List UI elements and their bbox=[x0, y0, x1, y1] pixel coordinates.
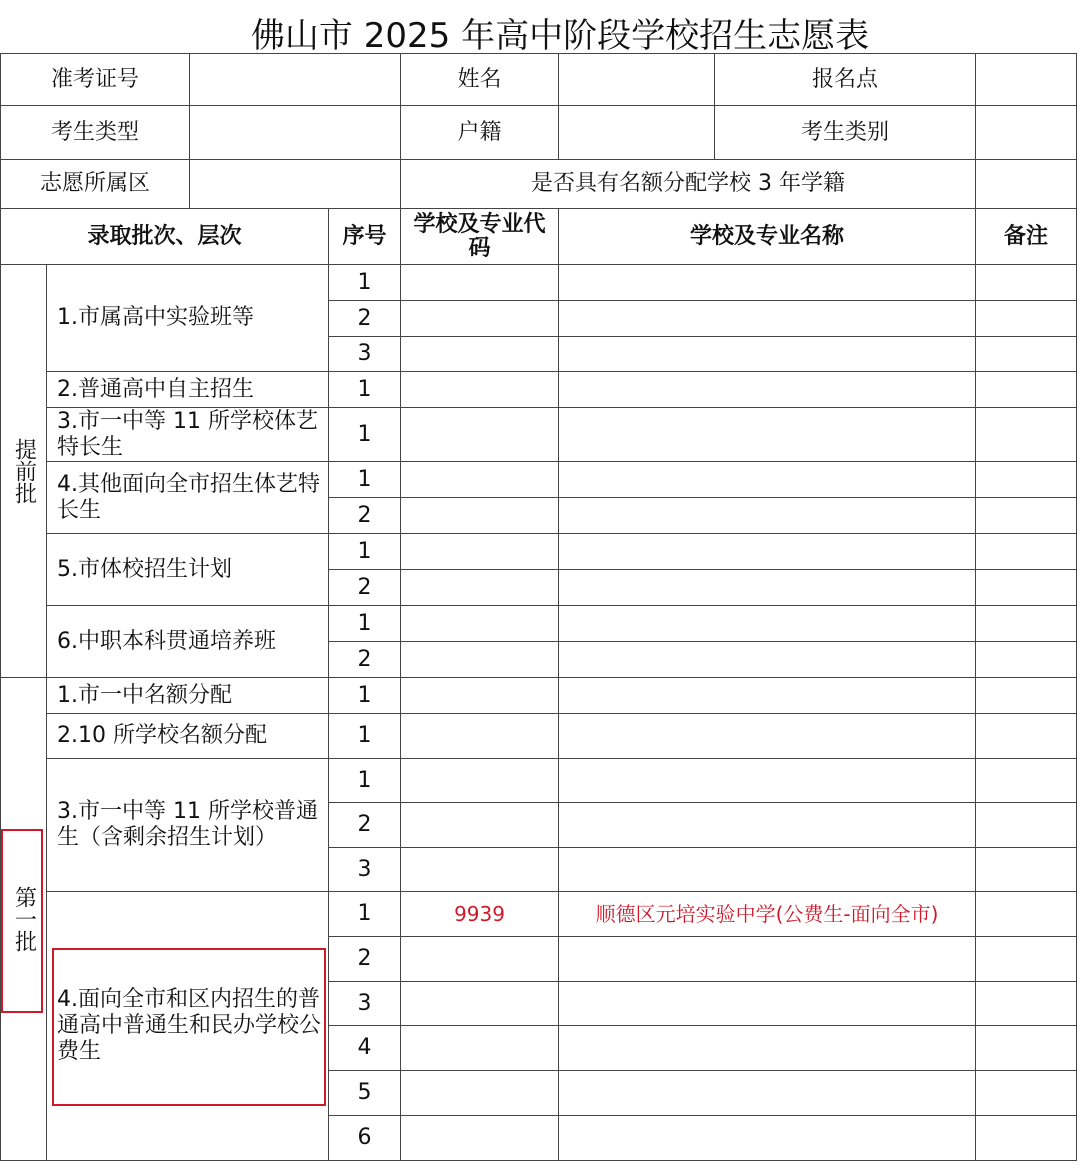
school-code-field[interactable] bbox=[401, 265, 559, 301]
seq-number: 5 bbox=[329, 1071, 401, 1116]
school-code-field[interactable] bbox=[401, 1026, 559, 1071]
level-label: 3.市一中等 11 所学校普通生（含剩余招生计划） bbox=[47, 759, 329, 892]
school-name-field[interactable] bbox=[559, 606, 976, 642]
seq-number: 1 bbox=[329, 678, 401, 714]
level-label: 6.中职本科贯通培养班 bbox=[47, 606, 329, 678]
preference-table bbox=[0, 208, 1077, 1161]
seq-number: 2 bbox=[329, 642, 401, 678]
quota-question-field[interactable] bbox=[976, 160, 1077, 209]
school-code-field[interactable] bbox=[401, 937, 559, 982]
remark-field[interactable] bbox=[976, 982, 1077, 1026]
school-code-field[interactable] bbox=[401, 462, 559, 498]
seq-number: 1 bbox=[329, 265, 401, 301]
remark-field[interactable] bbox=[976, 408, 1077, 462]
seq-number: 2 bbox=[329, 937, 401, 982]
seq-number: 1 bbox=[329, 759, 401, 803]
seq-number: 1 bbox=[329, 714, 401, 759]
school-name-field[interactable] bbox=[559, 759, 976, 803]
seq-number: 2 bbox=[329, 498, 401, 534]
name-label: 姓名 bbox=[401, 54, 559, 106]
form-title: 佛山市 2025 年高中阶段学校招生志愿表 bbox=[250, 16, 870, 56]
reg-point-field[interactable] bbox=[976, 54, 1077, 106]
seq-number: 1 bbox=[329, 462, 401, 498]
level-label: 5.市体校招生计划 bbox=[47, 534, 329, 606]
district-field[interactable] bbox=[190, 160, 401, 209]
remark-field[interactable] bbox=[976, 937, 1077, 982]
candidate-type-label: 考生类型 bbox=[1, 106, 190, 160]
header-batch-level: 录取批次、层次 bbox=[1, 209, 329, 265]
school-code-field[interactable] bbox=[401, 982, 559, 1026]
table-row bbox=[1, 892, 1077, 937]
remark-field[interactable] bbox=[976, 462, 1077, 498]
remark-field[interactable] bbox=[976, 534, 1077, 570]
school-code-field[interactable] bbox=[401, 714, 559, 759]
reg-point-label: 报名点 bbox=[715, 54, 976, 106]
level-label: 2.10 所学校名额分配 bbox=[47, 714, 329, 759]
table-row bbox=[1, 678, 1077, 714]
remark-field[interactable] bbox=[976, 1026, 1077, 1071]
school-code-field[interactable] bbox=[401, 642, 559, 678]
exam-no-label: 准考证号 bbox=[1, 54, 190, 106]
name-field[interactable] bbox=[559, 54, 715, 106]
school-code-field[interactable]: 9939 bbox=[401, 892, 559, 937]
school-code-field[interactable] bbox=[401, 372, 559, 408]
school-code-field[interactable] bbox=[401, 498, 559, 534]
school-name-field[interactable] bbox=[559, 1071, 976, 1116]
school-code-field[interactable] bbox=[401, 570, 559, 606]
remark-field[interactable] bbox=[976, 759, 1077, 803]
level-label: 1.市一中名额分配 bbox=[47, 678, 329, 714]
exam-no-field[interactable] bbox=[190, 54, 401, 106]
school-name-field[interactable] bbox=[559, 534, 976, 570]
school-code-field[interactable] bbox=[401, 1116, 559, 1161]
school-name-field[interactable] bbox=[559, 982, 976, 1026]
school-name-field[interactable]: 顺德区元培实验中学(公费生-面向全市) bbox=[559, 892, 976, 937]
level-label: 3.市一中等 11 所学校体艺特长生 bbox=[47, 408, 329, 462]
seq-number: 1 bbox=[329, 372, 401, 408]
table-row bbox=[1, 534, 1077, 570]
school-code-field[interactable] bbox=[401, 848, 559, 892]
remark-field[interactable] bbox=[976, 337, 1077, 372]
school-name-field[interactable] bbox=[559, 937, 976, 982]
seq-number: 1 bbox=[329, 606, 401, 642]
remark-field[interactable] bbox=[976, 892, 1077, 937]
school-name-field[interactable] bbox=[559, 337, 976, 372]
level-label: 1.市属高中实验班等 bbox=[47, 265, 329, 372]
district-label: 志愿所属区 bbox=[1, 160, 190, 209]
table-row bbox=[1, 265, 1077, 301]
table-row bbox=[1, 462, 1077, 498]
level-label: 4.其他面向全市招生体艺特长生 bbox=[47, 462, 329, 534]
school-code-field[interactable] bbox=[401, 1071, 559, 1116]
seq-number: 3 bbox=[329, 982, 401, 1026]
school-name-field[interactable] bbox=[559, 498, 976, 534]
remark-field[interactable] bbox=[976, 301, 1077, 337]
remark-field[interactable] bbox=[976, 642, 1077, 678]
header-school-name: 学校及专业名称 bbox=[559, 209, 976, 265]
remark-field[interactable] bbox=[976, 803, 1077, 848]
school-name-field[interactable] bbox=[559, 1026, 976, 1071]
school-code-field[interactable] bbox=[401, 534, 559, 570]
batch-label: 提前批 bbox=[1, 265, 47, 678]
level-label: 2.普通高中自主招生 bbox=[47, 372, 329, 408]
remark-field[interactable] bbox=[976, 678, 1077, 714]
header-seq: 序号 bbox=[329, 209, 401, 265]
seq-number: 2 bbox=[329, 803, 401, 848]
remark-field[interactable] bbox=[976, 498, 1077, 534]
quota-question-label: 是否具有名额分配学校 3 年学籍 bbox=[401, 160, 976, 209]
school-name-field[interactable] bbox=[559, 678, 976, 714]
school-name-field[interactable] bbox=[559, 570, 976, 606]
table-row bbox=[1, 372, 1077, 408]
seq-number: 2 bbox=[329, 301, 401, 337]
school-code-field[interactable] bbox=[401, 678, 559, 714]
remark-field[interactable] bbox=[976, 1116, 1077, 1161]
header-remark: 备注 bbox=[976, 209, 1077, 265]
school-code-field[interactable] bbox=[401, 803, 559, 848]
seq-number: 1 bbox=[329, 408, 401, 462]
candidate-type-field[interactable] bbox=[190, 106, 401, 160]
remark-field[interactable] bbox=[976, 714, 1077, 759]
school-code-field[interactable] bbox=[401, 301, 559, 337]
school-name-field[interactable] bbox=[559, 408, 976, 462]
school-name-field[interactable] bbox=[559, 642, 976, 678]
remark-field[interactable] bbox=[976, 606, 1077, 642]
candidate-category-field[interactable] bbox=[976, 106, 1077, 160]
seq-number: 4 bbox=[329, 1026, 401, 1071]
school-code-field[interactable] bbox=[401, 337, 559, 372]
school-name-field[interactable] bbox=[559, 462, 976, 498]
seq-number: 3 bbox=[329, 337, 401, 372]
table-row bbox=[1, 606, 1077, 642]
school-name-field[interactable] bbox=[559, 265, 976, 301]
level-label: 4.面向全市和区内招生的普通高中普通生和民办学校公费生 bbox=[47, 892, 329, 1161]
candidate-category-label: 考生类别 bbox=[715, 106, 976, 160]
household-label: 户籍 bbox=[401, 106, 559, 160]
seq-number: 6 bbox=[329, 1116, 401, 1161]
seq-number: 1 bbox=[329, 534, 401, 570]
remark-field[interactable] bbox=[976, 372, 1077, 408]
school-code-field[interactable] bbox=[401, 408, 559, 462]
school-code-field[interactable] bbox=[401, 759, 559, 803]
remark-field[interactable] bbox=[976, 1071, 1077, 1116]
school-name-field[interactable] bbox=[559, 372, 976, 408]
table-row bbox=[1, 714, 1077, 759]
remark-field[interactable] bbox=[976, 848, 1077, 892]
household-field[interactable] bbox=[559, 106, 715, 160]
school-code-field[interactable] bbox=[401, 606, 559, 642]
remark-field[interactable] bbox=[976, 265, 1077, 301]
candidate-info-table bbox=[0, 53, 1077, 209]
table-row bbox=[1, 408, 1077, 462]
header-code: 学校及专业代码 bbox=[401, 209, 559, 265]
remark-field[interactable] bbox=[976, 570, 1077, 606]
seq-number: 1 bbox=[329, 892, 401, 937]
batch-label: 第一批 bbox=[1, 678, 47, 1161]
seq-number: 2 bbox=[329, 570, 401, 606]
school-name-field[interactable] bbox=[559, 1116, 976, 1161]
school-name-field[interactable] bbox=[559, 848, 976, 892]
seq-number: 3 bbox=[329, 848, 401, 892]
school-name-field[interactable] bbox=[559, 301, 976, 337]
table-row bbox=[1, 759, 1077, 803]
school-name-field[interactable] bbox=[559, 803, 976, 848]
school-name-field[interactable] bbox=[559, 714, 976, 759]
